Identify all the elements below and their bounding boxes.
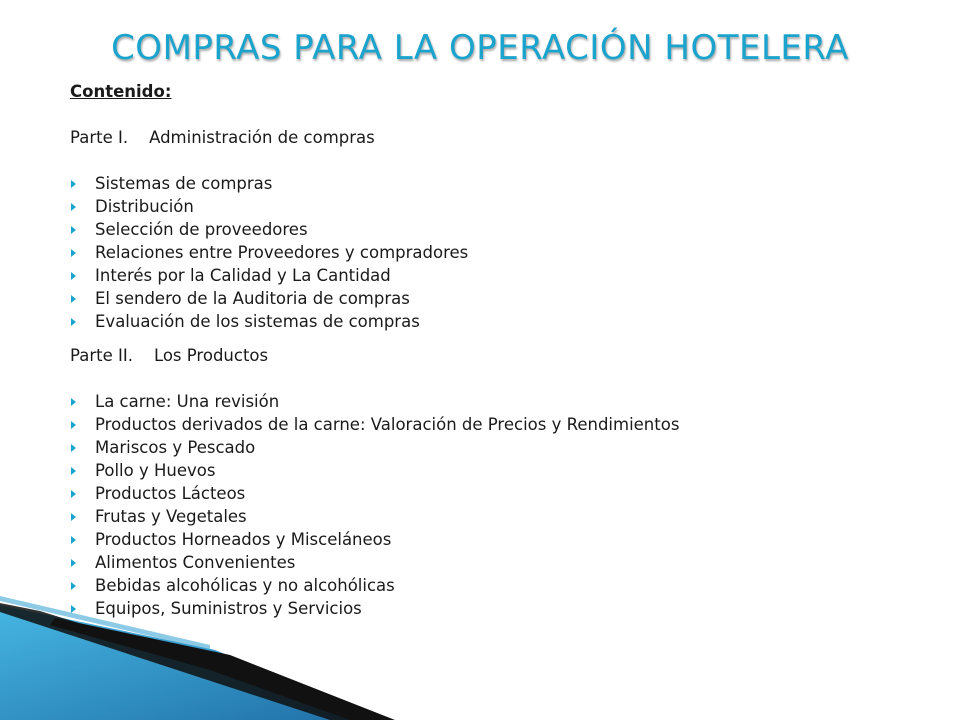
list-item-label: Pollo y Huevos [95, 461, 216, 480]
list-item [70, 172, 930, 195]
list-item [70, 195, 930, 218]
part-2-list [70, 390, 930, 620]
list-item [70, 413, 930, 436]
list-item-label: Equipos, Suministros y Servicios [95, 599, 362, 618]
part-2-title: Los Productos [153, 346, 269, 365]
list-item-label: Sistemas de compras [95, 174, 273, 193]
list-item-label: El sendero de la Auditoria de compras [95, 289, 410, 308]
list-item [70, 482, 930, 505]
triangle-bullet-icon [71, 295, 76, 303]
triangle-bullet-icon [71, 272, 76, 280]
list-item [70, 597, 930, 620]
triangle-bullet-icon [71, 467, 76, 475]
list-item-label: Productos derivados de la carne: Valoración de Precios y Rendimientos [95, 415, 680, 434]
triangle-bullet-icon [71, 444, 76, 452]
list-item [70, 390, 930, 413]
list-item-label: Distribución [95, 197, 194, 216]
list-item [70, 551, 930, 574]
list-item [70, 264, 930, 287]
list-item [70, 574, 930, 597]
list-item [70, 505, 930, 528]
page-title: COMPRAS PARA LA OPERACIÓN HOTELERA [111, 28, 849, 68]
triangle-bullet-icon [71, 582, 76, 590]
triangle-bullet-icon [71, 536, 76, 544]
list-item [70, 528, 930, 551]
list-item [70, 241, 930, 264]
list-item-label: Mariscos y Pescado [95, 438, 256, 457]
list-item-label: Interés por la Calidad y La Cantidad [95, 266, 391, 285]
triangle-bullet-icon [71, 203, 76, 211]
triangle-bullet-icon [71, 559, 76, 567]
part-1-title: Administración de compras [149, 128, 375, 147]
part-1-list [70, 172, 930, 333]
list-item [70, 459, 930, 482]
triangle-bullet-icon [71, 249, 76, 257]
list-item-label: Selección de proveedores [95, 220, 308, 239]
list-item-label: Alimentos Convenientes [95, 553, 296, 572]
list-item [70, 287, 930, 310]
list-item [70, 218, 930, 241]
part-2-header [70, 344, 930, 367]
list-item-label: Productos Horneados y Misceláneos [95, 530, 392, 549]
triangle-bullet-icon [71, 398, 76, 406]
list-item-label: Bebidas alcohólicas y no alcohólicas [95, 576, 395, 595]
triangle-bullet-icon [71, 605, 76, 613]
contents-heading: Contenido: [70, 82, 172, 101]
part-2-number: Parte II. [70, 346, 133, 365]
part-1-header [70, 126, 930, 149]
list-item-label: Productos Lácteos [95, 484, 246, 503]
triangle-bullet-icon [71, 226, 76, 234]
triangle-bullet-icon [71, 318, 76, 326]
list-item-label: Evaluación de los sistemas de compras [95, 312, 420, 331]
list-item-label: La carne: Una revisión [95, 392, 280, 411]
list-item-label: Frutas y Vegetales [95, 507, 247, 526]
content-body [70, 80, 930, 620]
triangle-bullet-icon [71, 490, 76, 498]
part-1-number: Parte I. [70, 128, 129, 147]
triangle-bullet-icon [71, 513, 76, 521]
triangle-bullet-icon [71, 180, 76, 188]
list-item-label: Relaciones entre Proveedores y compradores [95, 243, 469, 262]
triangle-bullet-icon [71, 421, 76, 429]
list-item [70, 436, 930, 459]
list-item [70, 310, 930, 333]
